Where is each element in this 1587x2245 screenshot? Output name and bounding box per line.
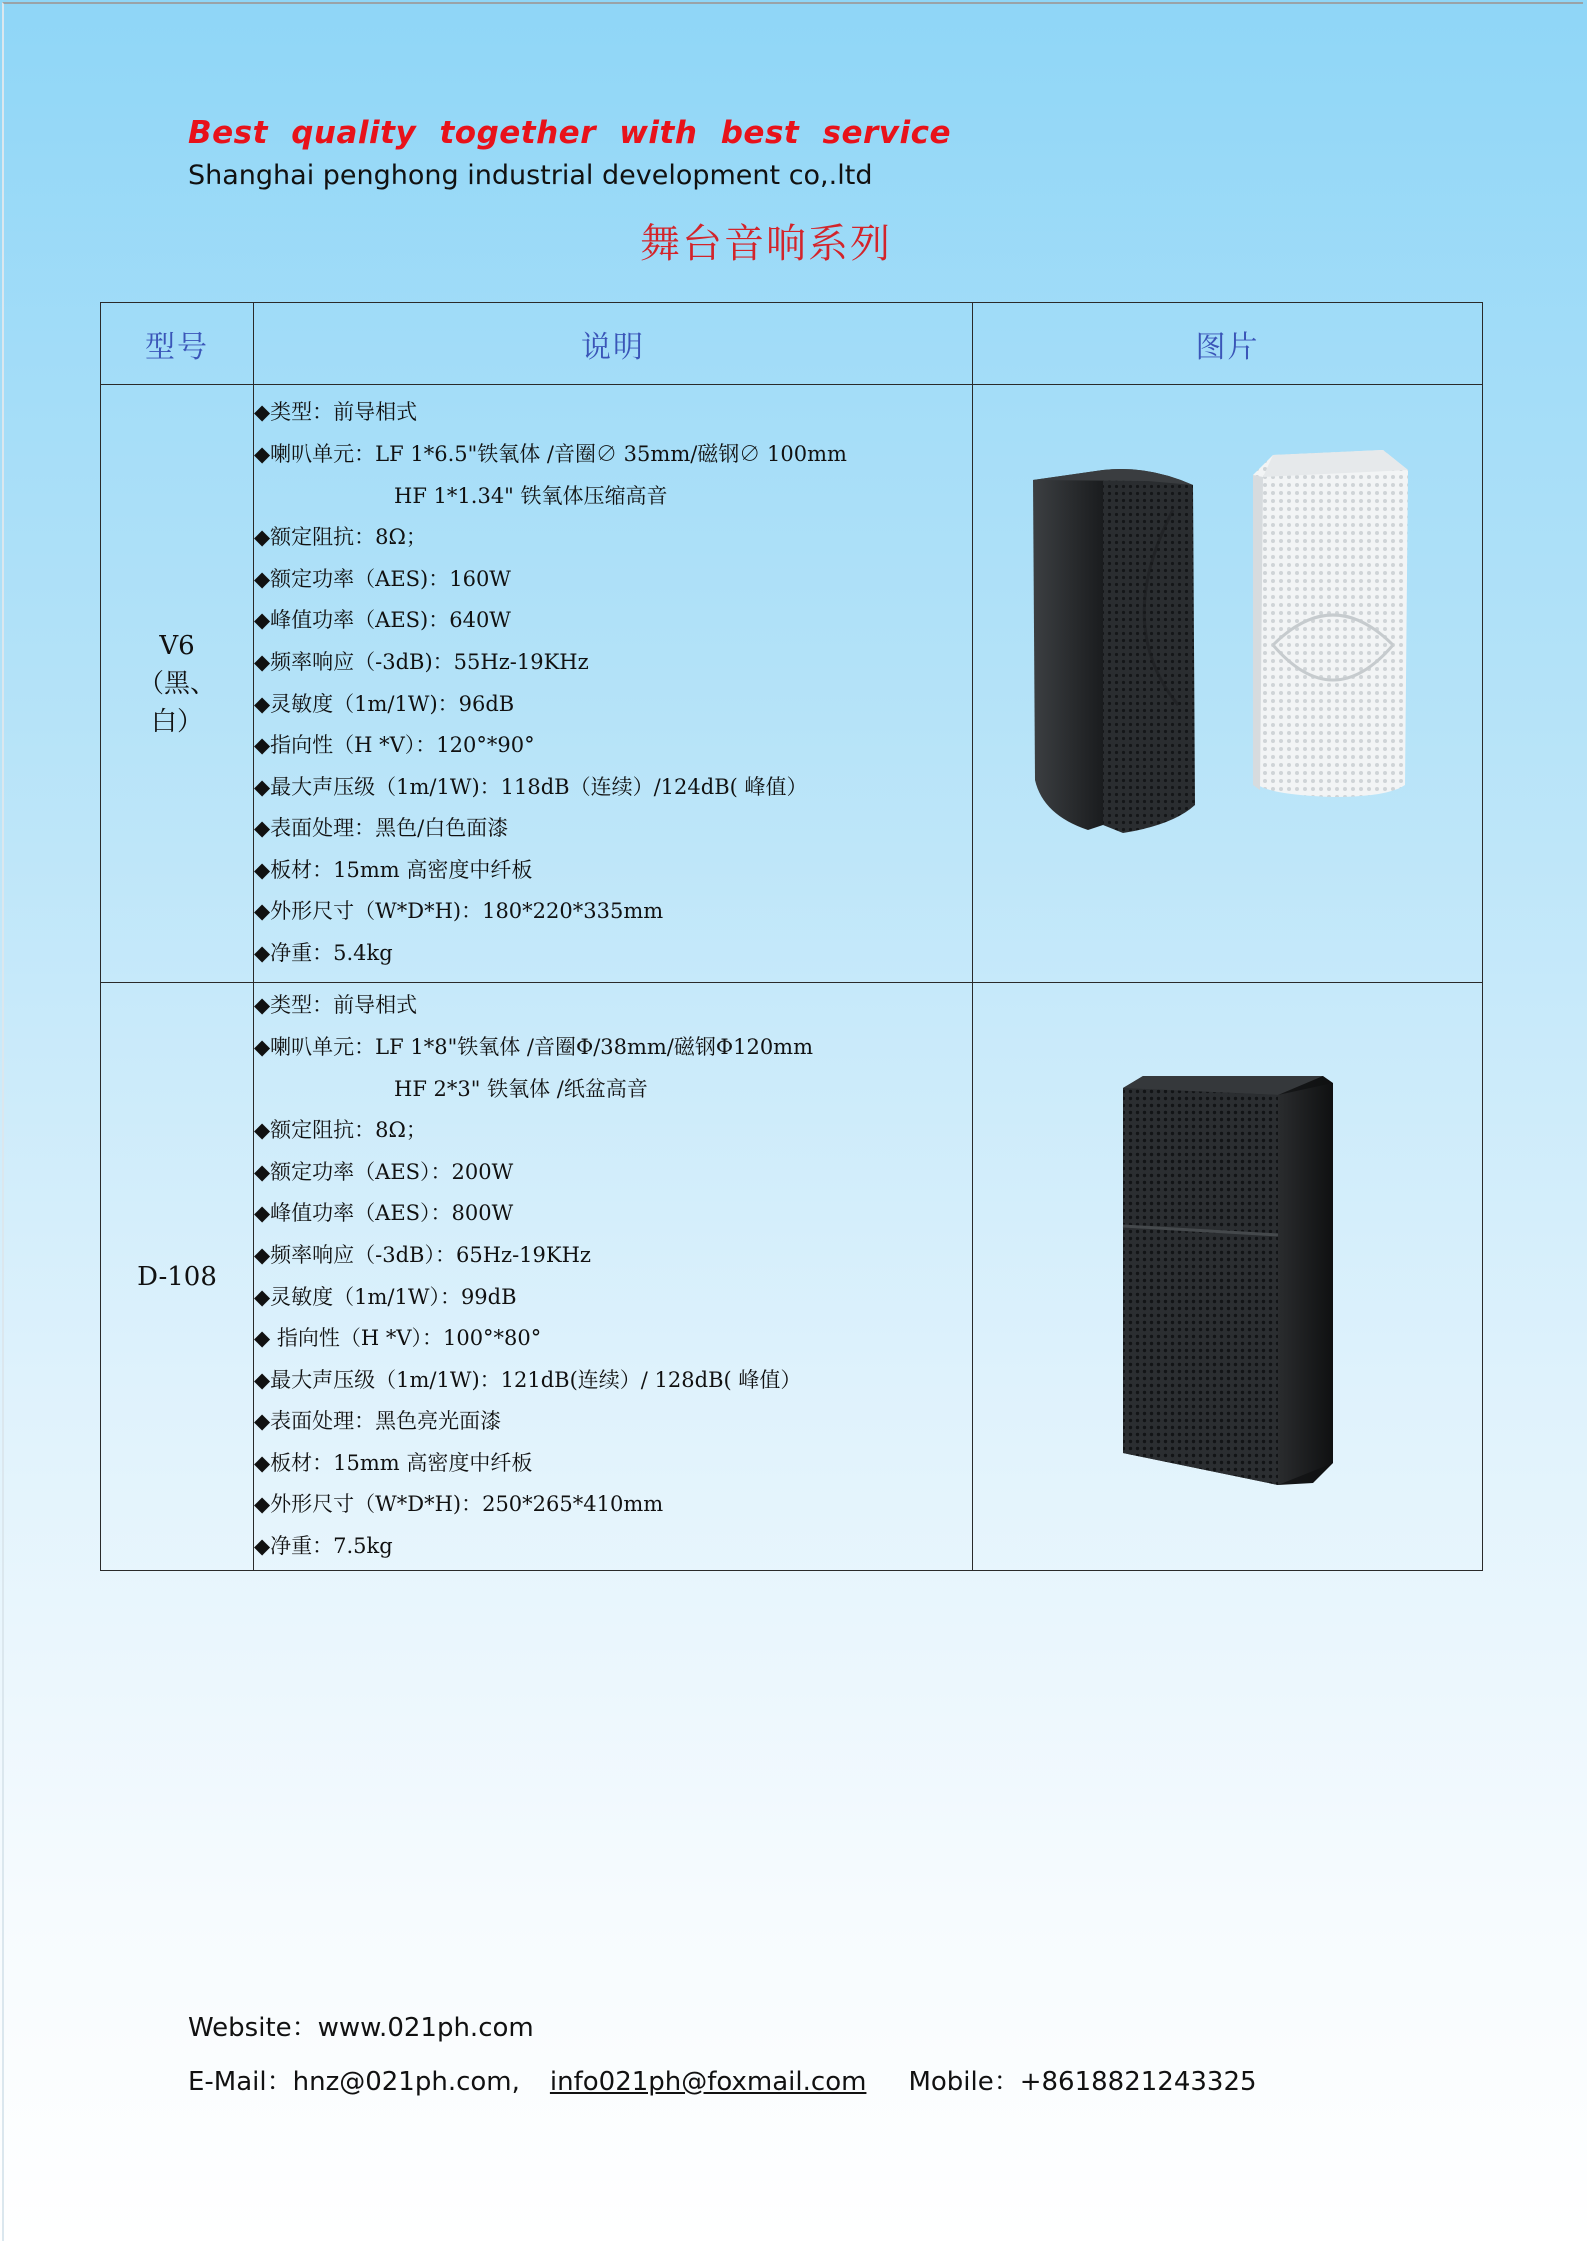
model-line: 白） <box>150 706 203 737</box>
spec-line: ◆外形尺寸（W*D*H)：180*220*335mm <box>254 899 664 924</box>
spec-line: HF 2*3" 铁氧体 /纸盆高音 <box>394 1076 648 1101</box>
series-title: 舞台音响系列 <box>640 221 892 267</box>
spec-line: ◆频率响应（-3dB）：65Hz-19KHz <box>254 1242 591 1267</box>
v6-speaker-image <box>973 385 1483 978</box>
tagline: Best quality together with best service <box>188 115 952 151</box>
spec-line: ◆峰值功率（AES)：640W <box>254 608 511 633</box>
model-cell <box>101 983 254 1571</box>
spec-line: ◆额定功率（AES)：160W <box>254 566 511 591</box>
v6-black-speaker <box>1033 469 1195 833</box>
spec-line: ◆最大声压级（1m/1W)：121dB(连续）/ 128dB( 峰值） <box>254 1367 802 1392</box>
d108-speaker-image <box>973 983 1483 1566</box>
spec-line: ◆喇叭单元：LF 1*8"铁氧体 /音圈Φ/38mm/磁钢Φ120mm <box>254 1034 814 1059</box>
table-row <box>101 983 1483 1571</box>
company-name: Shanghai penghong industrial development co,.ltd <box>188 160 873 191</box>
spec-line: ◆最大声压级（1m/1W)：118dB（连续）/124dB( 峰值） <box>254 774 808 799</box>
spec-line: ◆净重：7.5kg <box>254 1534 393 1559</box>
v6-white-speaker <box>1253 450 1408 797</box>
spec-line: ◆频率响应（-3dB)：55Hz-19KHz <box>254 649 589 674</box>
footer-website: Website：www.021ph.com <box>188 2013 534 2043</box>
spec-line: ◆额定功率（AES）：200W <box>254 1159 514 1184</box>
spec-table <box>100 302 1483 1571</box>
description-cell <box>254 385 973 983</box>
model-line: D-108 <box>137 1261 217 1292</box>
spec-line: ◆灵敏度（1m/1W)：96dB <box>254 691 515 716</box>
picture-cell <box>973 983 1483 1571</box>
spec-line: ◆额定阻抗：8Ω； <box>254 1118 427 1143</box>
spec-line: ◆类型：前导相式 <box>254 993 418 1018</box>
spec-line: ◆外形尺寸（W*D*H)：250*265*410mm <box>254 1492 664 1517</box>
spec-line: ◆灵敏度（1m/1W）：99dB <box>254 1284 517 1309</box>
spec-line: ◆净重：5.4kg <box>254 941 393 966</box>
picture-cell <box>973 385 1483 983</box>
spec-line: ◆板材：15mm 高密度中纤板 <box>254 857 533 882</box>
mobile-number: Mobile：+8618821243325 <box>908 2067 1257 2097</box>
spec-line: ◆表面处理：黑色亮光面漆 <box>254 1409 502 1434</box>
spec-line: ◆表面处理：黑色/白色面漆 <box>254 816 509 841</box>
spec-line: ◆ 指向性（H *V）：100°*80° <box>254 1326 542 1351</box>
header-picture: 图片 <box>973 303 1483 385</box>
model-line: （黑、 <box>137 668 216 699</box>
model-cell <box>101 385 254 983</box>
table-header-row <box>101 303 1483 385</box>
spec-line: ◆板材：15mm 高密度中纤板 <box>254 1450 533 1475</box>
model-line: V6 <box>159 630 195 661</box>
spec-line: ◆峰值功率（AES）：800W <box>254 1201 514 1226</box>
spec-line: ◆喇叭单元：LF 1*6.5"铁氧体 /音圈∅ 35mm/磁钢∅ 100mm <box>254 441 847 466</box>
spec-line: ◆指向性（H *V）：120°*90° <box>254 733 535 758</box>
email-primary: E-Mail：hnz@021ph.com, <box>188 2067 520 2097</box>
header-description: 说明 <box>254 303 973 385</box>
table-row <box>101 385 1483 983</box>
spec-line: HF 1*1.34" 铁氧体压缩高音 <box>394 483 668 508</box>
footer-contact <box>188 2061 1257 2098</box>
spec-line: ◆额定阻抗：8Ω； <box>254 525 427 550</box>
spec-line: ◆类型：前导相式 <box>254 400 418 425</box>
description-cell <box>254 983 973 1571</box>
email-secondary-link[interactable]: info021ph@foxmail.com <box>549 2067 867 2097</box>
header-model: 型号 <box>101 303 254 385</box>
d108-black-speaker <box>1123 1076 1333 1485</box>
